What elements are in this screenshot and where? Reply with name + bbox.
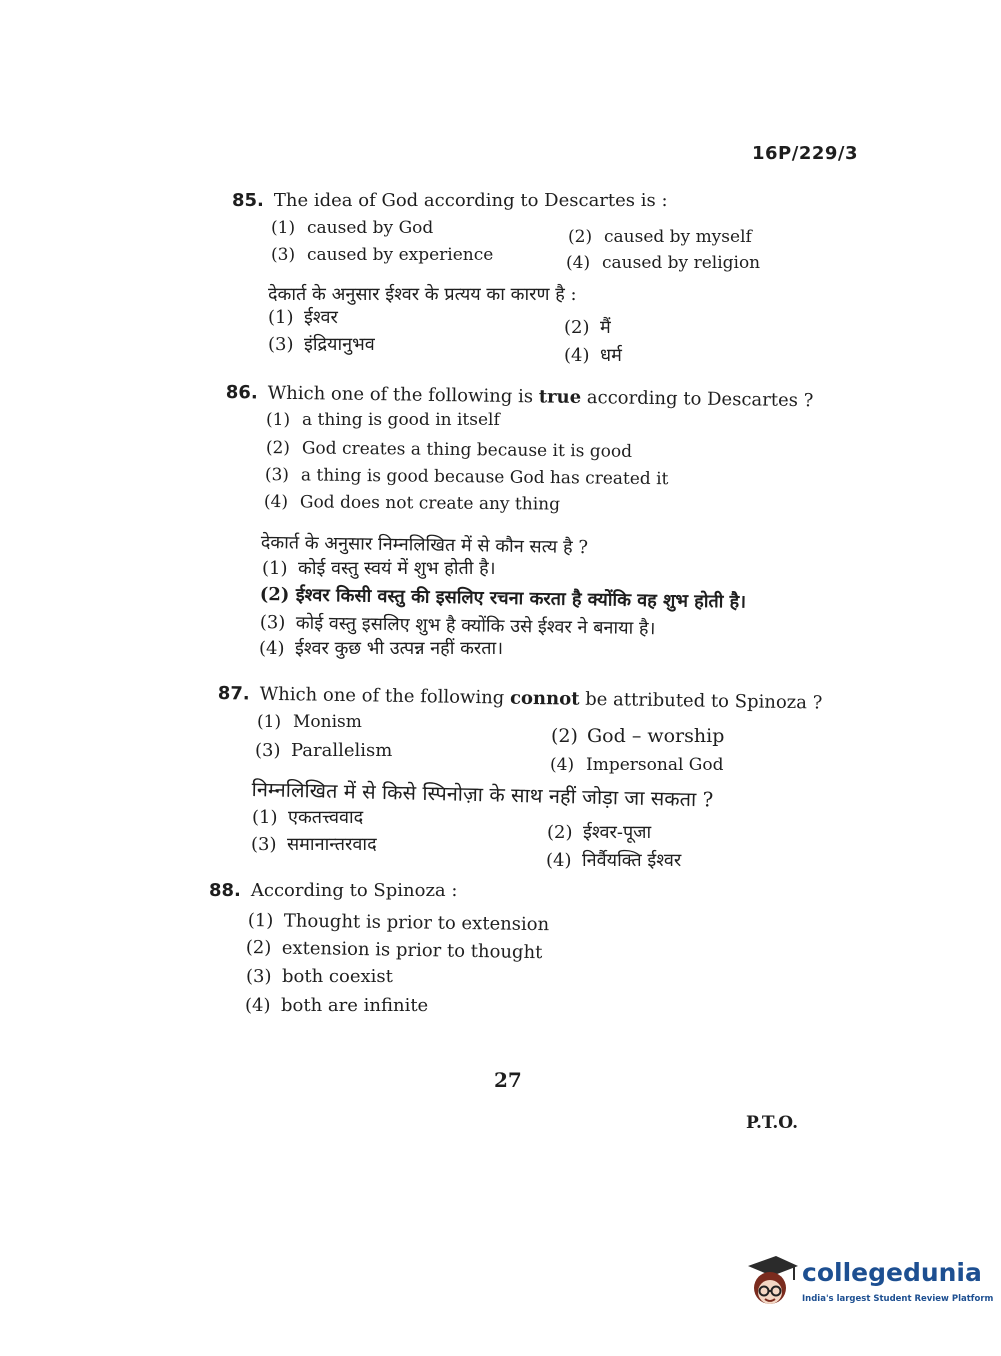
option-number: (1) [271,218,296,238]
hindi-option [268,305,338,329]
option [271,218,433,238]
option-text: caused by religion [602,253,761,273]
question-text-post: be attributed to Spinoza ? [585,688,823,714]
logo-tagline: India's largest Student Review Platform [802,1294,994,1304]
question-number: 86. [225,382,258,404]
option-number: (3) [259,611,286,634]
option-text: कोई वस्तु स्वयं में शुभ होती है। [298,558,496,579]
option [266,410,500,430]
option-text: caused by myself [604,227,752,247]
option-number: (4) [263,492,289,513]
question-text-post: according to Descartes ? [586,387,814,412]
question-text: According to Spinoza : [250,880,458,901]
option-number: (3) [255,740,281,761]
option-number: (1) [247,910,274,932]
option-number: (3) [246,966,272,987]
paper-code: 16P/229/3 [752,143,858,164]
option-text: God – worship [587,725,725,747]
question-number: 87. [217,683,250,705]
pto-label: P.T.O. [746,1113,798,1133]
hindi-option [262,556,496,580]
question-text-emphasis: connot [509,687,580,710]
option-text: Impersonal God [586,755,724,775]
option-number: (4) [245,995,271,1016]
option [248,910,550,935]
option [245,995,428,1016]
option-text: कोई वस्तु इसलिए शुभ है क्योंकि उसे ईश्वर ने बनाया है। [295,612,656,640]
option-text: Monism [293,712,362,732]
option-text: ईश्वर-पूजा [583,822,652,843]
option-text: both coexist [282,966,393,987]
option-number: (2) [259,583,290,606]
question-text: The idea of God according to Descartes is : [273,190,668,211]
option-text: मैं [600,317,611,338]
option-number: (4) [550,755,575,775]
hindi-option [268,332,375,356]
hindi-option [547,820,651,844]
hindi-option [564,315,611,339]
option-number: (1) [252,807,278,828]
option [265,465,669,489]
option-text: ईश्वर किसी वस्तु की इसलिए रचना करता है क्योंकि वह शुभ होती है। [295,584,747,613]
option-text: caused by God [307,218,434,238]
option [271,245,493,265]
option [266,438,632,462]
option-number: (3) [271,245,296,265]
hindi-option [259,636,503,660]
option-number: (2) [265,438,291,459]
option [255,740,392,761]
option-number: (3) [264,465,290,486]
hindi-option [546,848,681,872]
option-number: (4) [546,850,572,871]
page-number: 27 [494,1068,522,1092]
question-stem [226,382,814,411]
option-text: caused by experience [307,245,494,265]
option-text: ईश्वर [304,307,338,328]
logo-wordmark: collegedunia [802,1258,982,1287]
option [568,227,752,247]
option-number: (4) [566,253,591,273]
question-stem [232,190,668,211]
option-number: (2) [547,822,573,843]
option [550,755,724,775]
option-number: (1) [257,712,282,732]
question-stem [218,683,823,713]
option [246,937,543,963]
option-number: (4) [564,345,590,366]
option-number: (4) [259,638,285,659]
hindi-option [252,805,363,829]
option-text: God creates a thing because it is good [301,438,633,462]
option-number: (2) [245,937,272,959]
question-text-pre: Which one of the following [259,683,505,709]
question-number: 88. [209,880,241,901]
option-number: (3) [251,834,277,855]
option-text: Thought is prior to extension [283,910,550,936]
hindi-option [260,582,747,614]
option-number: (2) [568,227,593,247]
hindi-question-text: निम्नलिखित में से किसे स्पिनोज़ा के साथ नहीं जोड़ा जा सकता ? [251,776,714,812]
option-text: both are infinite [281,995,429,1016]
option-text: a thing is good in itself [302,410,500,430]
option-number: (3) [268,334,294,355]
option-text: एकतत्त्ववाद [288,807,364,828]
option-number: (1) [266,410,291,430]
option [551,725,724,747]
question-stem [209,880,457,901]
option-number: (2) [564,317,590,338]
question-text-pre: Which one of the following is [267,382,534,408]
option [566,253,760,273]
option-text: God does not create any thing [299,492,561,515]
collegedunia-logo[interactable] [742,1252,994,1312]
hindi-option [564,343,622,367]
hindi-question-text: देकार्त के अनुसार निम्नलिखित में से कौन सत्य है ? [260,531,589,559]
option [246,966,393,987]
option-text: Parallelism [291,740,393,761]
option-number: (1) [268,307,294,328]
option [264,492,560,515]
mascot-icon [742,1252,800,1312]
option-text: a thing is good because God has created it [300,465,669,490]
question-number: 85. [232,190,264,211]
hindi-option [251,832,377,856]
option [257,712,362,732]
option-number: (1) [262,558,288,579]
option-text: निर्वैयक्ति ईश्वर [582,850,682,871]
option-text: extension is prior to thought [281,937,543,964]
option-number: (2) [551,725,578,747]
question-text-emphasis: true [538,386,582,408]
option-text: समानान्तरवाद [287,834,377,855]
option-text: धर्म [600,345,622,366]
option-text: इंद्रियानुभव [304,334,375,355]
hindi-question-text: देकार्त के अनुसार ईश्वर के प्रत्यय का कारण है : [268,284,577,305]
option-text: ईश्वर कुछ भी उत्पन्न नहीं करता। [295,638,504,659]
